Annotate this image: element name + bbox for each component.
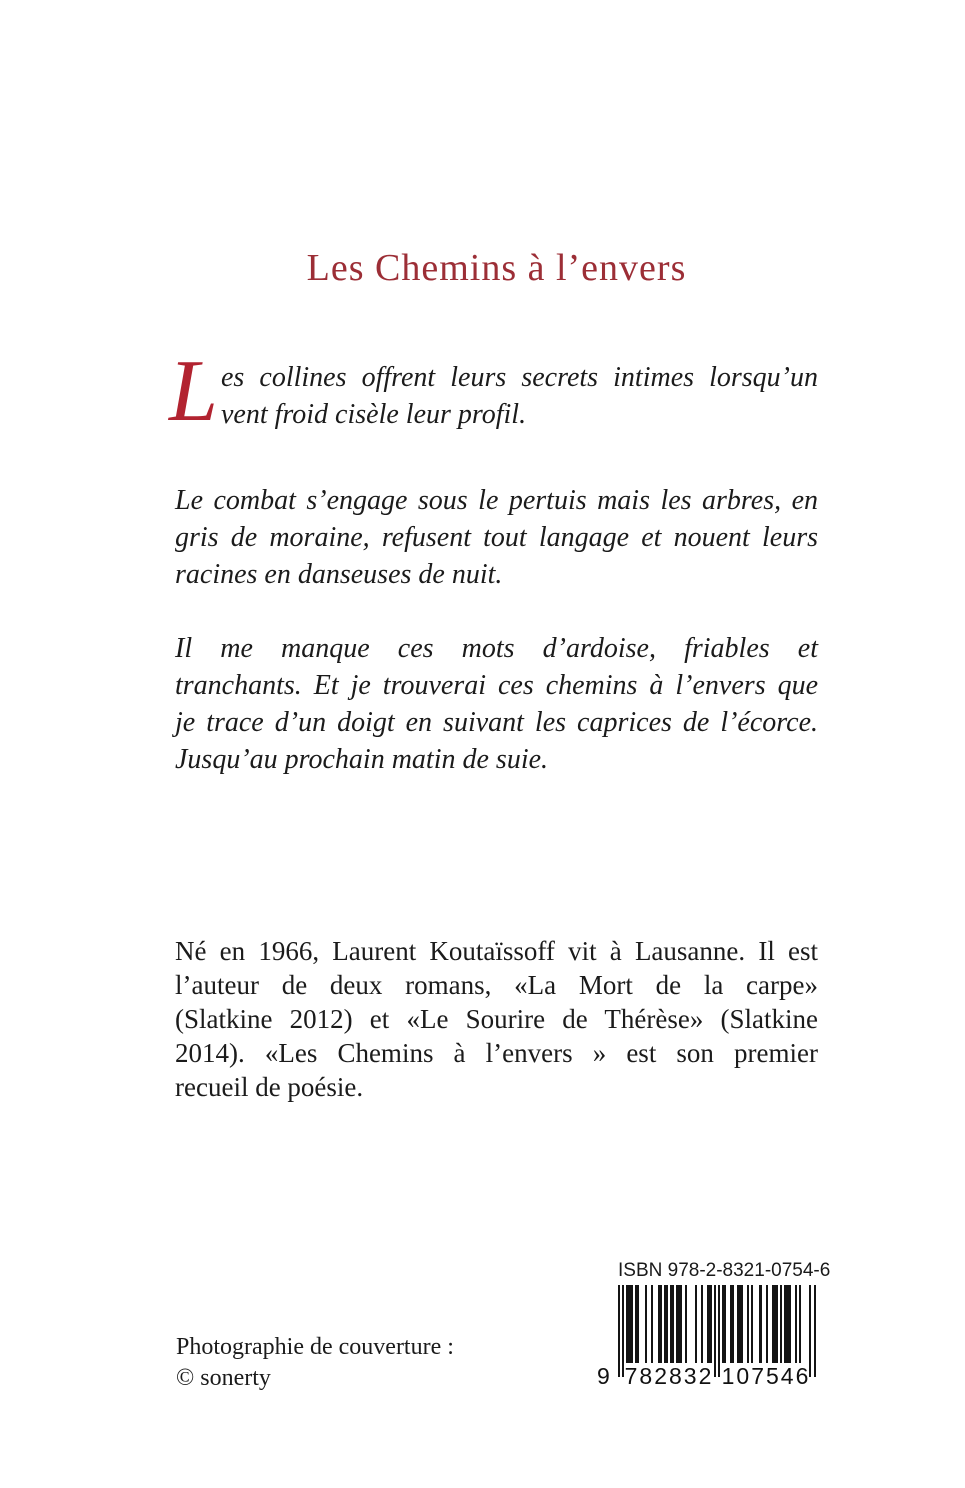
barcode-digits bbox=[597, 1363, 816, 1389]
excerpt-paragraph-3 bbox=[175, 630, 818, 778]
barcode-digit-first: 9 bbox=[597, 1363, 610, 1389]
text-line: Jusqu’au prochain matin de suie. bbox=[175, 744, 549, 775]
excerpt-paragraph-2 bbox=[175, 482, 818, 593]
text-line: je trace d’un doigt en suivant les caprices de l’écorce. bbox=[175, 707, 818, 738]
text-line: Né en 1966, Laurent Koutaïssoff vit à Lausanne. Il est bbox=[175, 936, 818, 966]
photo-credit bbox=[176, 1332, 454, 1394]
isbn-barcode-block bbox=[597, 1260, 831, 1389]
text-line: gris de moraine, refusent tout langage et nouent leurs bbox=[175, 522, 818, 553]
photo-credit-line: Photographie de couverture : bbox=[176, 1334, 454, 1360]
text-line: l’auteur de deux romans, «La Mort de la carpe» bbox=[175, 970, 818, 1000]
book-title: Les Chemins à l’envers bbox=[306, 247, 687, 289]
text-line: (Slatkine 2012) et «Le Sourire de Thérèse» (Slatkine bbox=[175, 1004, 818, 1034]
text-line: Il me manque ces mots d’ardoise, friables et bbox=[175, 633, 818, 664]
text-line: es collines offrent leurs secrets intimes lorsqu’un bbox=[221, 362, 818, 393]
text-line: racines en danseuses de nuit. bbox=[175, 559, 503, 590]
text-line: 2014). «Les Chemins à l’envers » est son premier bbox=[175, 1038, 818, 1068]
text-line: vent froid cisèle leur profil. bbox=[221, 399, 527, 430]
text-line: recueil de poésie. bbox=[175, 1072, 364, 1102]
isbn-label: ISBN 978-2-8321-0754-6 bbox=[618, 1260, 831, 1281]
barcode-digits-left: 782832 bbox=[624, 1363, 714, 1389]
author-bio bbox=[175, 934, 818, 1104]
text-line: Le combat s’engage sous le pertuis mais les arbres, en bbox=[175, 485, 818, 516]
photo-credit-author: © sonerty bbox=[176, 1365, 271, 1391]
dropcap-letter: L bbox=[169, 343, 218, 440]
text-line: tranchants. Et je trouverai ces chemins à l’envers que bbox=[175, 670, 818, 701]
excerpt-paragraph-1 bbox=[169, 343, 818, 440]
barcode-digits-right: 107546 bbox=[721, 1363, 811, 1389]
